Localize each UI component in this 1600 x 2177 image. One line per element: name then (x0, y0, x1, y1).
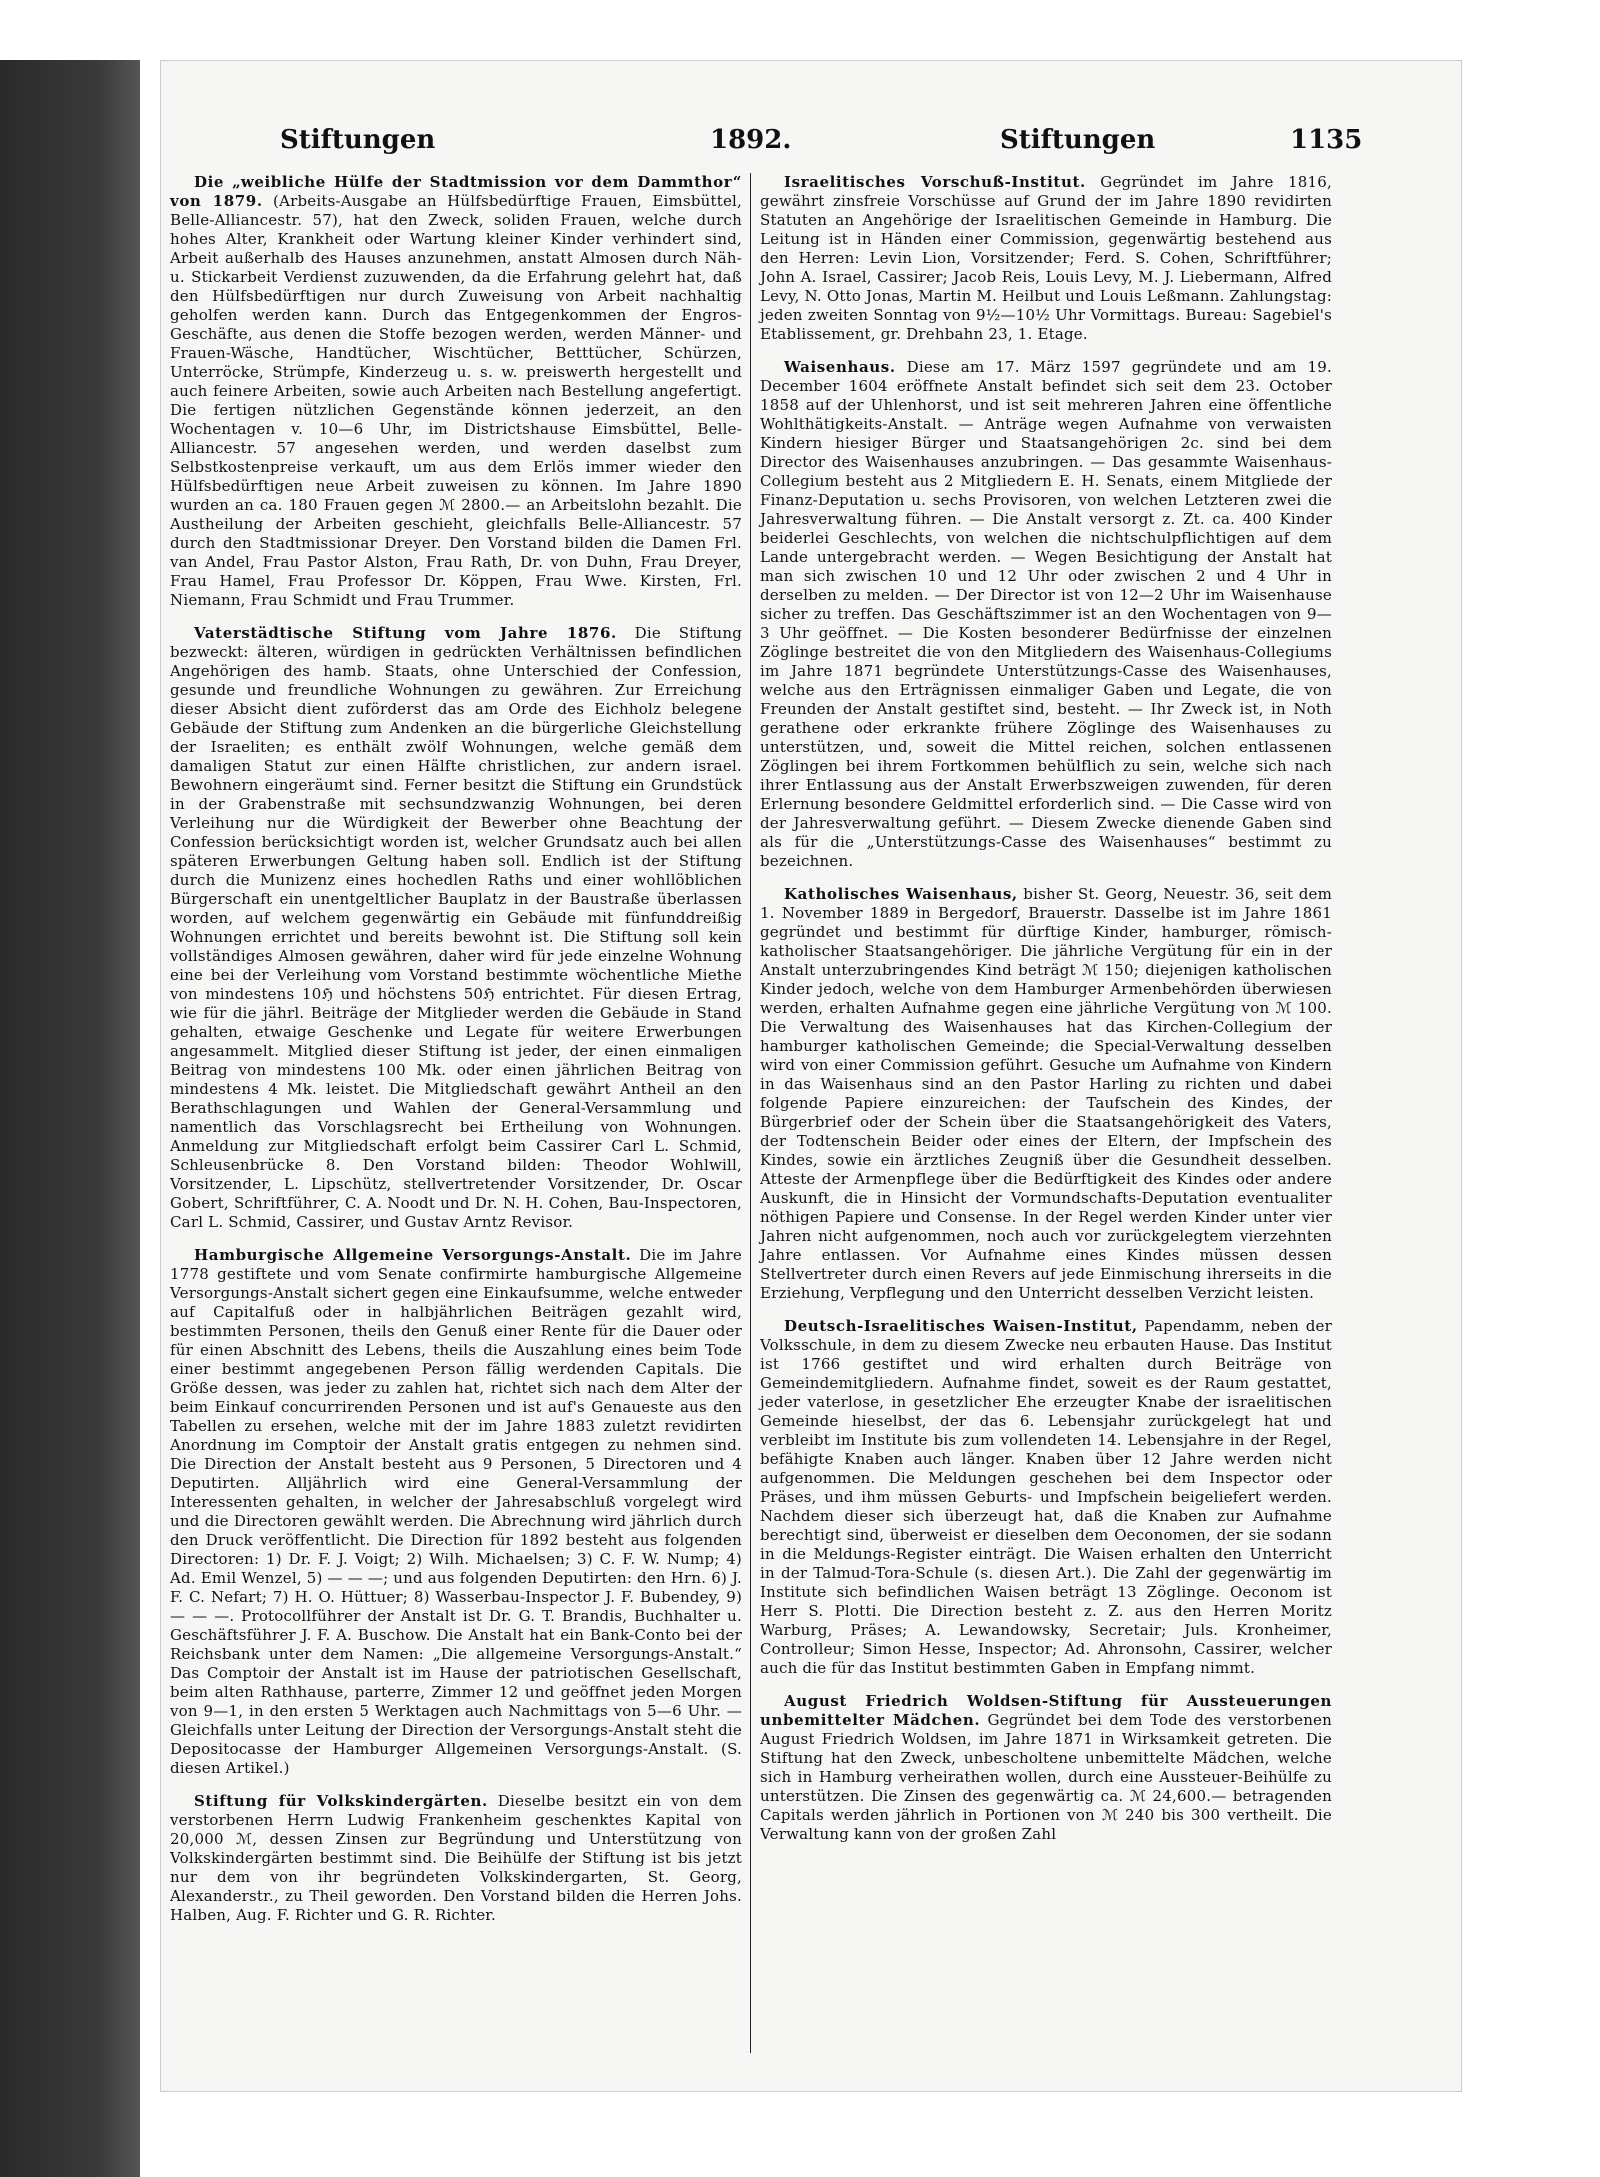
entry-woldsen-stiftung (760, 1692, 1332, 1844)
entry-title: Stiftung für Volkskindergärten. (194, 1792, 488, 1810)
entry-title: Die „weibliche Hülfe der Stadtmission vor dem Dammthor“ von 1879. (170, 173, 742, 210)
entry-title: Hamburgische Allgemeine Versorgungs-Anstalt. (194, 1246, 632, 1264)
entry-title: August Friedrich Woldsen-Stiftung für Aussteuerungen unbemittelter Mädchen. (760, 1692, 1332, 1729)
entry-body: Die Stiftung bezweckt: älteren, würdigen in gedrückten Verhältnissen befindlichen Angehörigen des hamb. Staats, ohne Unterschied der Confession, gesunde und freundliche Wohnungen zu gewähren. Zur Erreichung dieser Absicht dient zuförderst das am Orde des Eichholz belegene Gebäude der Stiftung zum Andenken an die bürgerliche Gleichstellung der Israeliten; es enthält zwölf Wohnungen, welche gemäß dem damaligen Statut zur einen Hälfte christlichen, zur andern israel. Bewohnern eingeräumt sind. Ferner besitzt die Stiftung ein Grundstück in der Grabenstraße mit sechsundzwanzig Wohnungen, bei deren Verleihung nur die Würdigkeit der Bewerber ohne Beachtung der Confession berücksichtigt worden ist, welcher Grundsatz auch bei allen späteren Erwerbungen Geltung haben soll. Endlich ist der Stiftung durch die Munizenz eines hochedlen Raths und einer wohllöblichen Bürgerschaft ein unentgeltlicher Bauplatz in der Baustraße überlassen worden, auf welchem gegenwärtig ein Gebäude mit fünfunddreißig Wohnungen errichtet und bereits bewohnt ist. Die Stiftung soll kein vollständiges Almosen gewähren, daher wird für jede einzelne Wohnung eine bei der Verleihung vom Vorstand bestimmte wöchentliche Miethe von mindestens 10ℌ und höchstens 50ℌ entrichtet. Für diesen Ertrag, wie für die jährl. Beiträge der Mitglieder werden die Gebäude in Stand gehalten, etwaige Geschenke und Legate für weitere Erwerbungen angesammelt. Mitglied dieser Stiftung ist jeder, der einen einmaligen Beitrag von mindestens 100 Mk. oder einen jährlichen Beitrag von mindestens 4 Mk. leistet. Die Mitgliedschaft gewährt Antheil an den Berathschlagungen und Wahlen der General-Versammlung und namentlich das Vorschlagsrecht bei Ertheilung von Wohnungen. Anmeldung zur Mitgliedschaft erfolgt beim Cassirer Carl L. Schmid, Schleusenbrücke 8. Den Vorstand bilden: Theodor Wohlwill, Vorsitzender, L. Lipschütz, stellvertretender Vorsitzender, Dr. Oscar Gobert, Schriftführer, C. A. Noodt und Dr. N. H. Cohen, Bau-Inspectoren, Carl L. Schmid, Cassirer, und Gustav Arntz Revisor. (170, 624, 742, 1231)
entry-title: Waisenhaus. (784, 358, 896, 376)
column-divider (750, 173, 751, 2053)
entry-body: Gegründet bei dem Tode des verstorbenen August Friedrich Woldsen, im Jahre 1871 in Wirksamkeit getreten. Die Stiftung hat den Zweck, unbescholtene unbemittelte Mädchen, welche sich in Hamburg verheirathen wollen, durch eine Aussteuer-Beihülfe zu unterstützen. Die Zinsen des gegenwärtig ca. ℳ 24,600.— betragenden Capitals werden jährlich in Portionen von ℳ 240 bis 300 vertheilt. Die Verwaltung kann von der großen Zahl (760, 1711, 1332, 1843)
entry-waisen-institut (760, 1317, 1332, 1678)
entry-body: Gegründet im Jahre 1816, gewährt zinsfreie Vorschüsse auf Grund der im Jahre 1890 revidirten Statuten an Angehörige der Israelitischen Gemeinde in Hamburg. Die Leitung ist in Händen einer Commission, gegenwärtig bestehend aus den Herren: Levin Lion, Vorsitzender; Ferd. S. Cohen, Schriftführer; John A. Israel, Cassirer; Jacob Reis, Louis Levy, M. J. Liebermann, Alfred Levy, N. Otto Jonas, Martin M. Heilbut und Louis Leßmann. Zahlungstag: jeden zweiten Sonntag von 9½—10½ Uhr Vormittags. Bureau: Sagebiel's Etablissement, gr. Drehbahn 23, 1. Etage. (760, 173, 1332, 343)
right-column (760, 173, 1332, 1858)
entry-katholisches-waisenhaus (760, 885, 1332, 1303)
entry-volkskindergaerten (170, 1792, 742, 1925)
header-right-title: Stiftungen (1000, 125, 1156, 155)
entry-body: Die im Jahre 1778 gestiftete und vom Senate confirmirte hamburgische Allgemeine Versorgungs-Anstalt sichert gegen eine Einkaufsumme, welche entweder auf Capitalfuß oder in halbjährlichen Beiträgen gezahlt wird, bestimmten Personen, theils den Genuß einer Rente für die Dauer oder für einen Abschnitt des Lebens, theils die Auszahlung eines beim Tode einer bestimmt angegebenen Person fällig werdenden Capitals. Die Größe dessen, was jeder zu zahlen hat, richtet sich nach dem Alter der beim Einkauf concurrirenden Personen und ist auf's Genaueste aus den Tabellen zu ersehen, welche mit der im Jahre 1883 zuletzt revidirten Anordnung im Comptoir der Anstalt gratis entgegen zu nehmen sind. Die Direction der Anstalt besteht aus 9 Personen, 5 Directoren und 4 Deputirten. Alljährlich wird eine General-Versammlung der Interessenten gehalten, in welcher der Jahresabschluß vorgelegt wird und die Directoren gewählt werden. Die Abrechnung wird jährlich durch den Druck veröffentlicht. Die Direction für 1892 besteht aus folgenden Directoren: 1) Dr. F. J. Voigt; 2) Wilh. Michaelsen; 3) C. F. W. Nump; 4) Ad. Emil Wenzel, 5) — — —; und aus folgenden Deputirten: den Hrn. 6) J. F. C. Nefart; 7) H. O. Hüttuer; 8) Wasserbau-Inspector J. F. Bubendey, 9) — — —. Protocollführer der Anstalt ist Dr. G. T. Brandis, Buchhalter u. Geschäftsführer J. F. A. Buschow. Die Anstalt hat ein Bank-Conto bei der Reichsbank unter dem Namen: „Die allgemeine Versorgungs-Anstalt.“ Das Comptoir der Anstalt ist im Hause der patriotischen Gesellschaft, beim alten Rathhause, parterre, Zimmer 12 und geöffnet jeden Morgen von 9—1, in den ersten 5 Werktagen auch Nachmittags von 5—6 Uhr. — Gleichfalls unter Leitung der Direction der Versorgungs-Anstalt steht die Depositocasse der Hamburger Allgemeinen Versorgungs-Anstalt. (S. diesen Artikel.) (170, 1246, 742, 1777)
entry-weibliche-huelfe (170, 173, 742, 610)
entry-waisenhaus (760, 358, 1332, 871)
entry-body: Diese am 17. März 1597 gegründete und am 19. December 1604 eröffnete Anstalt befindet sich seit dem 23. October 1858 auf der Uhlenhorst, und ist seit mehreren Jahren eine öffentliche Wohlthätigkeits-Anstalt. — Anträge wegen Aufnahme von verwaisten Kindern hiesiger Bürger und Staatsangehörigen 2c. sind bei dem Director des Waisenhauses anzubringen. — Das gesammte Waisenhaus-Collegium besteht aus 2 Mitgliedern E. H. Senats, einem Mitgliede der Finanz-Deputation u. sechs Provisoren, von welchen Letzteren zwei die Jahresverwaltung führen. — Die Anstalt versorgt z. Zt. ca. 400 Kinder beiderlei Geschlechts, von welchen die nichtschulpflichtigen auf dem Lande untergebracht werden. — Wegen Besichtigung der Anstalt hat man sich zwischen 10 und 12 Uhr oder zwischen 2 und 4 Uhr in derselben zu melden. — Der Director ist von 12—2 Uhr im Waisenhause sicher zu treffen. Das Geschäftszimmer ist an den Wochentagen von 9—3 Uhr geöffnet. — Die Kosten besonderer Bedürfnisse der einzelnen Zöglinge bestreitet die von den Mitgliedern des Waisenhaus-Collegiums im Jahre 1871 begründete Unterstützungs-Casse des Waisenhauses, welche aus den Erträgnissen einmaliger Gaben und Legate, die von Freunden der Anstalt gestiftet sind, besteht. — Ihr Zweck ist, in Noth gerathene oder erkrankte frühere Zöglinge des Waisenhauses zu unterstützen, und, soweit die Mittel reichen, solchen entlassenen Zöglingen bei ihrem Fortkommen behülflich zu sein, welche sich nach ihrer Entlassung aus der Anstalt Erwerbszweigen zuwenden, für deren Erlernung besondere Geldmittel erforderlich sind. — Die Casse wird von der Jahresverwaltung geführt. — Diesem Zwecke dienende Gaben sind als für die „Unterstützungs-Casse des Waisenhauses“ bestimmt zu bezeichnen. (760, 358, 1332, 870)
header-year: 1892. (710, 125, 792, 155)
entry-title: Deutsch-Israelitisches Waisen-Institut, (784, 1317, 1138, 1335)
entry-title: Israelitisches Vorschuß-Institut. (784, 173, 1086, 191)
entry-body: Papendamm, neben der Volksschule, in dem zu diesem Zwecke neu erbauten Hause. Das Institut ist 1766 gestiftet und wird erhalten durch Beiträge von Gemeindemitgliedern. Aufnahme findet, soweit es der Raum gestattet, jeder vaterlose, in gesetzlicher Ehe erzeugter Knabe der israelitischen Gemeinde hieselbst, der das 6. Lebensjahr zurückgelegt hat und verbleibt im Institute bis zum vollendeten 14. Lebensjahre in der Regel, befähigte Knaben auch länger. Knaben über 12 Jahre werden nicht aufgenommen. Die Meldungen geschehen bei dem Inspector oder Präses, und ihm müssen Geburts- und Impfschein beigeliefert werden. Nachdem dieser sich überzeugt hat, daß die Knaben zur Aufnahme berechtigt sind, überweist er dieselben dem Oeconomen, der sie sodann in die Meldungs-Register einträgt. Die Waisen erhalten den Unterricht in der Talmud-Tora-Schule (s. diesen Art.). Die Zahl der gegenwärtig im Institute sich befindlichen Waisen beträgt 13 Zöglinge. Oeconom ist Herr S. Plotti. Die Direction besteht z. Z. aus den Herren Moritz Warburg, Präses; A. Lewandowsky, Secretair; Juls. Kronheimer, Controlleur; Simon Hesse, Inspector; Ad. Ahronsohn, Cassirer, welcher auch die für das Institut bestimmten Gaben in Empfang nimmt. (760, 1317, 1332, 1677)
header-page-number: 1135 (1290, 125, 1363, 155)
document-page (170, 125, 1370, 2055)
entry-body: (Arbeits-Ausgabe an Hülfsbedürftige Frauen, Eimsbüttel, Belle-Alliancestr. 57), hat den Zweck, soliden Frauen, welche durch hohes Alter, Krankheit oder Wartung kleiner Kinder verhindert sind, Arbeit außerhalb des Hauses anzunehmen, anstatt Almosen durch Näh- u. Stickarbeit Verdienst zuzuwenden, da die Erfahrung gelehrt hat, daß den Hülfsbedürftigen nur durch Zuweisung von Arbeit nachhaltig geholfen werden kann. Durch das Entgegenkommen der Engros-Geschäfte, aus denen die Stoffe bezogen werden, werden Männer- und Frauen-Wäsche, Handtücher, Wischtücher, Betttücher, Schürzen, Unterröcke, Strümpfe, Kinderzeug u. s. w. preiswerth hergestellt und auch feinere Arbeiten, sowie auch Arbeiten nach Bestellung angefertigt. Die fertigen nützlichen Gegenstände können jederzeit, an den Wochentagen v. 10—6 Uhr, im Districtshause Eimsbüttel, Belle-Alliancestr. 57 angesehen werden, und werden daselbst zum Selbstkostenpreise verkauft, um aus dem Erlös immer wieder den Hülfsbedürftigen neue Arbeit zuweisen zu können. Im Jahre 1890 wurden an ca. 180 Frauen gegen ℳ 2800.— an Arbeitslohn bezahlt. Die Austheilung der Arbeiten geschieht, gleichfalls Belle-Alliancestr. 57 durch den Stadtmissionar Dreyer. Den Vorstand bilden die Damen Frl. van Andel, Frau Pastor Alston, Frau Rath, Dr. von Duhn, Frau Dreyer, Frau Hamel, Frau Professor Dr. Köppen, Frau Wwe. Kirsten, Frl. Niemann, Frau Schmidt und Frau Trummer. (170, 192, 742, 609)
entry-title: Vaterstädtische Stiftung vom Jahre 1876. (194, 624, 617, 642)
header-left-title: Stiftungen (280, 125, 436, 155)
book-binding-edge (0, 60, 140, 2177)
entry-body: bisher St. Georg, Neuestr. 36, seit dem 1. November 1889 in Bergedorf, Brauerstr. Dasselbe ist im Jahre 1861 gegründet und bestimmt für dürftige Kinder, hamburger, römisch-katholischer Staatsangehöriger. Die jährliche Vergütung für ein in der Anstalt unterzubringendes Kind beträgt ℳ 150; diejenigen katholischen Kinder jedoch, welche von dem Hamburger Armenbehörden überwiesen werden, erhalten Aufnahme gegen eine jährliche Vergütung von ℳ 100. Die Verwaltung des Waisenhauses hat das Kirchen-Collegium der hamburger katholischen Gemeinde; die Special-Verwaltung desselben wird von einer Commission geführt. Gesuche um Aufnahme von Kindern in das Waisenhaus sind an den Pastor Harling zu richten und dabei folgende Papiere einzureichen: der Taufschein des Kindes, der Bürgerbrief oder der Schein über die Staatsangehörigkeit des Vaters, der Todtenschein Beider oder eines der Eltern, der Impfschein des Kindes, sowie ein ärztliches Zeugniß über die Gesundheit desselben. Atteste der Armenpflege über die Bedürftigkeit des Kindes oder andere Auskunft, die in Hinsicht der Vormundschafts-Deputation eventualiter nöthigen Papiere und Consense. In der Regel werden Kinder unter vier Jahren nicht aufgenommen, noch auch vor zurückgelegtem vierzehnten Jahre entlassen. Vor Aufnahme eines Kindes müssen dessen Stellvertreter durch einen Revers auf jede Einmischung ihrerseits in die Erziehung, Verpflegung und den Unterricht desselben Verzicht leisten. (760, 885, 1333, 1302)
entry-title: Katholisches Waisenhaus, (784, 885, 1018, 903)
entry-vorschuss-institut (760, 173, 1332, 344)
entry-vaterstaedtische-stiftung (170, 624, 742, 1232)
entry-versorgungs-anstalt (170, 1246, 742, 1778)
running-header (170, 125, 1370, 165)
left-column (170, 173, 742, 1939)
entry-body: Dieselbe besitzt ein von dem verstorbenen Herrn Ludwig Frankenheim geschenktes Kapital von 20,000 ℳ, dessen Zinsen zur Begründung und Unterstützung von Volkskindergärten bestimmt sind. Die Beihülfe der Stiftung ist bis jetzt nur dem von ihr begründeten Volkskindergarten, St. Georg, Alexanderstr., zu Theil geworden. Den Vorstand bilden die Herren Johs. Halben, Aug. F. Richter und G. R. Richter. (170, 1792, 742, 1924)
